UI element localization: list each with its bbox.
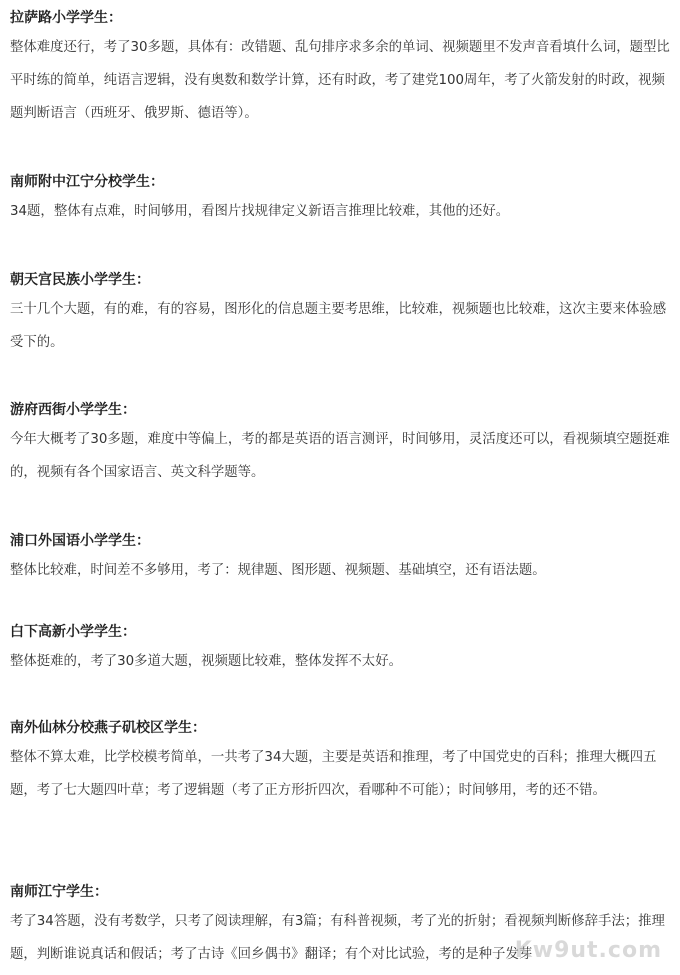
school-comment: 整体不算太难，比学校模考简单，一共考了34大题，主要是英语和推理，考了中国党史的百科；推理大概四五题，考了七大题四叶草；考了逻辑题（考了正方形折四次，看哪种不可能）；时间够用，考的还不错。 [10,750,657,798]
school-section-pukou [10,531,670,587]
school-section-lasalu [10,8,670,130]
school-comment: 整体难度还行，考了30多题，具体有：改错题、乱句排序求多余的单词、视频题里不发声音看填什么词，题型比平时练的简单，纯语言逻辑，没有奥数和数学计算，还有时政，考了建党100周年，考了火箭发射的时政，视频题判断语言（西班牙、俄罗斯、德语等）。 [10,40,670,121]
school-comment: 考了34答题，没有考数学，只考了阅读理解，有3篇；有科普视频，考了光的折射；看视频判断修辞手法；推理题，判断谁说真话和假话；考了古诗《回乡偶书》翻译；有个对比试验，考的是种子发芽 [10,914,665,962]
site-watermark: Kw9ut.com [514,938,662,963]
school-section-baixia [10,622,670,678]
school-heading: 白下高新小学学生： [10,624,136,640]
school-heading: 南师江宁学生： [10,884,108,900]
school-heading: 游府西街小学学生： [10,402,136,418]
school-heading: 浦口外国语小学学生： [10,533,150,549]
school-comment: 整体比较难，时间差不多够用，考了：规律题、图形题、视频题、基础填空，还有语法题。 [10,563,546,578]
school-section-youfuxijie [10,400,670,489]
school-section-nanwai-xianlin [10,718,670,807]
school-heading: 拉萨路小学学生： [10,10,122,26]
school-heading: 南外仙林分校燕子矶校区学生： [10,720,206,736]
school-section-chaotiangong [10,270,670,359]
school-comment: 整体挺难的，考了30多道大题，视频题比较难，整体发挥不太好。 [10,654,402,669]
school-section-nanshi-jiangning-branch [10,172,670,228]
school-comment: 三十几个大题，有的难，有的容易，图形化的信息题主要考思维，比较难，视频题也比较难，这次主要来体验感受下的。 [10,302,667,350]
school-comment: 今年大概考了30多题，难度中等偏上，考的都是英语的语言测评，时间够用，灵活度还可以，看视频填空题挺难的，视频有各个国家语言、英文科学题等。 [10,432,670,480]
school-heading: 南师附中江宁分校学生： [10,174,164,190]
school-heading: 朝天宫民族小学学生： [10,272,150,288]
school-comment: 34题，整体有点难，时间够用，看图片找规律定义新语言推理比较难，其他的还好。 [10,204,510,219]
